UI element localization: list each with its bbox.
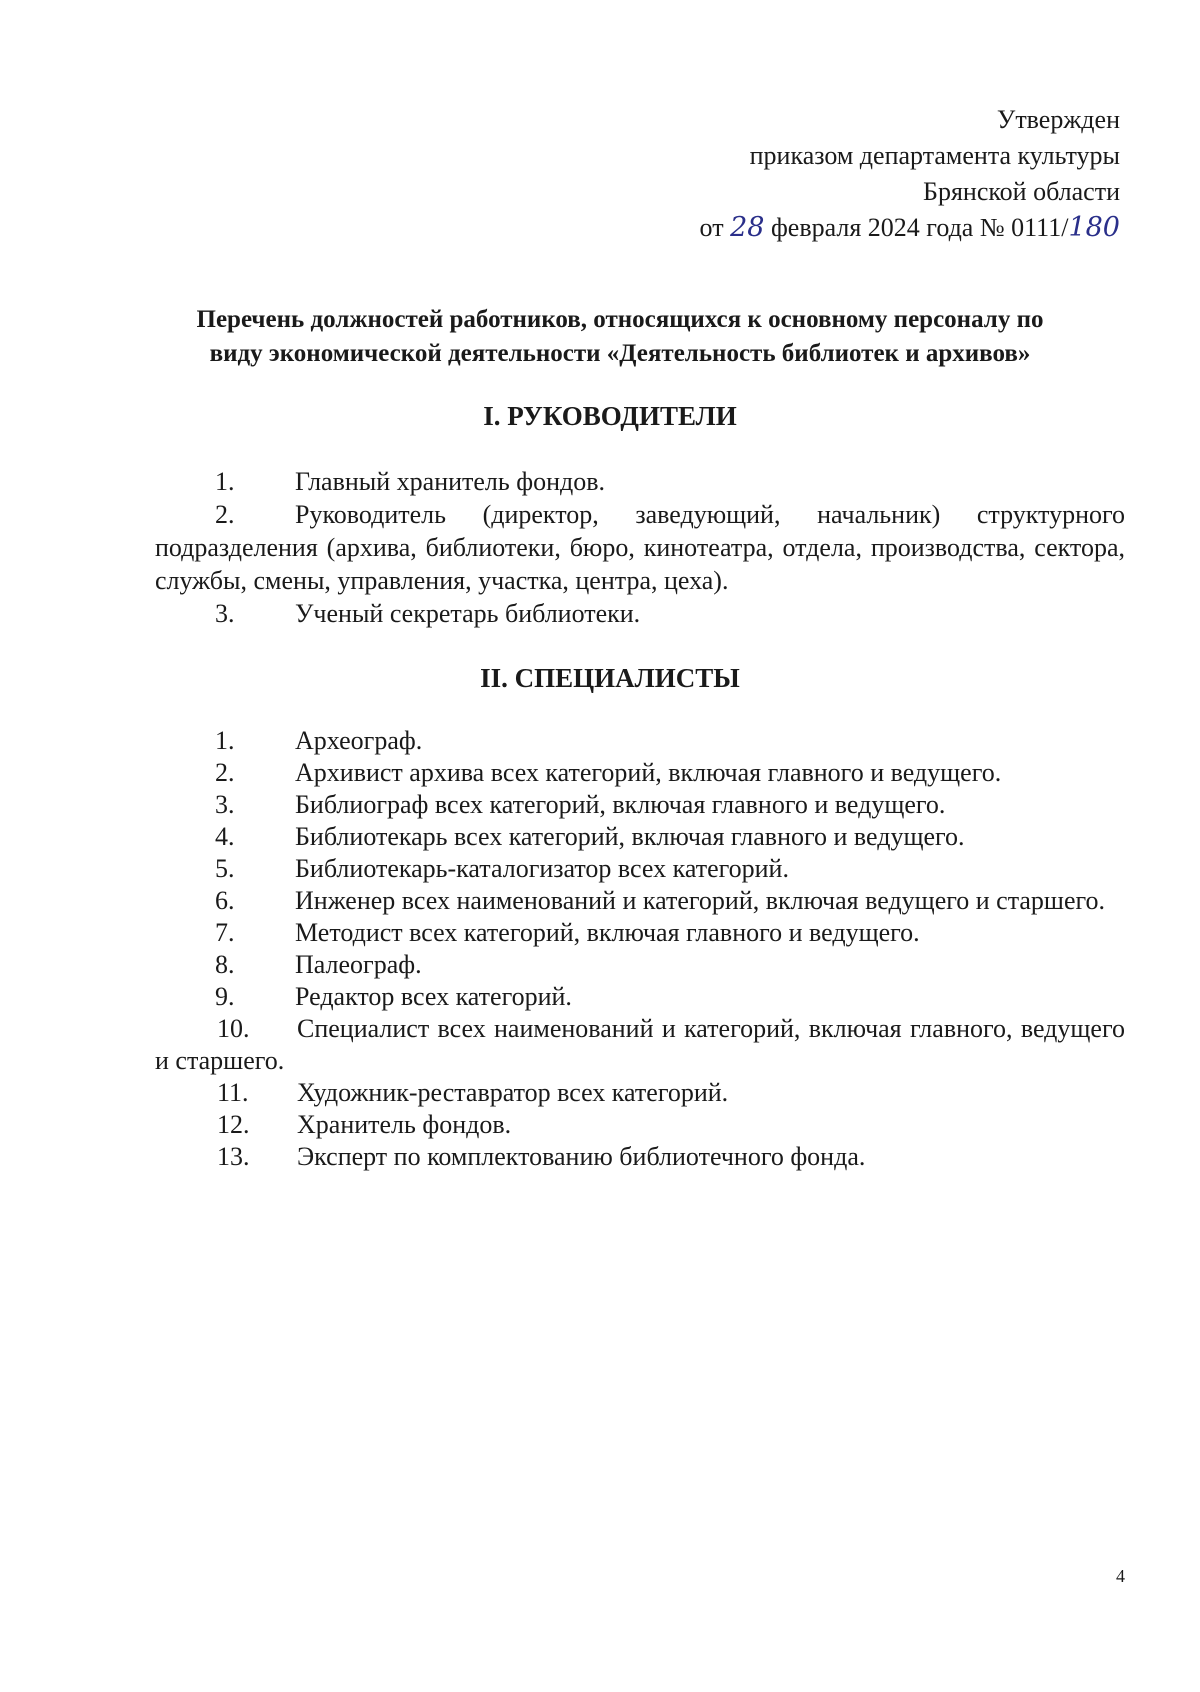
list-item bbox=[155, 853, 1125, 885]
approval-line-1: Утвержден bbox=[996, 105, 1120, 134]
item-number: 9. bbox=[215, 982, 235, 1011]
item-number: 12. bbox=[217, 1110, 250, 1139]
item-number: 11. bbox=[217, 1078, 249, 1107]
document-title bbox=[120, 303, 1120, 371]
item-text: Эксперт по комплектованию библиотечного фонда. bbox=[297, 1142, 866, 1171]
item-text: Библиограф всех категорий, включая главного и ведущего. bbox=[295, 790, 946, 819]
item-text: Хранитель фондов. bbox=[297, 1110, 512, 1139]
item-text: Художник-реставратор всех категорий. bbox=[297, 1078, 729, 1107]
list-item bbox=[155, 1013, 1125, 1077]
list-item bbox=[155, 1077, 1125, 1109]
list-item bbox=[155, 757, 1125, 789]
item-text: Ученый секретарь библиотеки. bbox=[295, 599, 641, 628]
item-number: 3. bbox=[215, 599, 235, 628]
item-text: Главный хранитель фондов. bbox=[295, 467, 606, 496]
list-item bbox=[155, 1141, 1125, 1173]
title-line-2: виду экономической деятельности «Деятельность библиотек и архивов» bbox=[209, 340, 1031, 367]
item-text: Руководитель (директор, заведующий, начальник) структурного подразделения (архива, библиотеки, бюро, кинотеатра, отдела, производства, сектора, службы, смены, управления, участка, центра, цеха). bbox=[155, 500, 1125, 595]
item-text: Библиотекарь всех категорий, включая главного и ведущего. bbox=[295, 822, 965, 851]
handwritten-order-number: 180 bbox=[1068, 212, 1120, 243]
item-text: Археограф. bbox=[295, 726, 423, 755]
item-text: Методист всех категорий, включая главного и ведущего. bbox=[295, 918, 920, 947]
page-number: 4 bbox=[1116, 1566, 1125, 1586]
list-item bbox=[155, 821, 1125, 853]
item-number: 2. bbox=[215, 758, 235, 787]
item-text: Архивист архива всех категорий, включая главного и ведущего. bbox=[295, 758, 1002, 787]
list-item bbox=[155, 465, 1125, 498]
date-rest: февраля 2024 года № 0111/ bbox=[770, 213, 1069, 242]
date-prefix: от bbox=[699, 213, 724, 242]
list-item bbox=[155, 981, 1125, 1013]
list-item bbox=[155, 498, 1125, 597]
item-text: Библиотекарь-каталогизатор всех категорий. bbox=[295, 854, 789, 883]
list-item bbox=[155, 949, 1125, 981]
item-number: 1. bbox=[215, 467, 235, 496]
item-number: 6. bbox=[215, 886, 235, 915]
list-item bbox=[155, 917, 1125, 949]
section-heading-managers: I. РУКОВОДИТЕЛИ bbox=[483, 401, 737, 431]
approval-block bbox=[700, 102, 1120, 246]
list-item bbox=[155, 885, 1125, 917]
item-text: Палеограф. bbox=[295, 950, 422, 979]
approval-line-3: Брянской области bbox=[923, 177, 1120, 206]
section-heading-specialists: II. СПЕЦИАЛИСТЫ bbox=[480, 663, 740, 693]
item-number: 2. bbox=[215, 500, 235, 529]
item-number: 3. bbox=[215, 790, 235, 819]
item-number: 1. bbox=[215, 726, 235, 755]
specialists-list bbox=[155, 725, 1125, 1173]
title-line-1: Перечень должностей работников, относящихся к основному персоналу по bbox=[196, 306, 1044, 333]
list-item bbox=[155, 1109, 1125, 1141]
list-item bbox=[155, 725, 1125, 757]
handwritten-day: 28 bbox=[730, 212, 765, 243]
item-text: Специалист всех наименований и категорий, включая главного, ведущего и старшего. bbox=[155, 1014, 1125, 1075]
list-item bbox=[155, 597, 1125, 630]
managers-list bbox=[155, 465, 1125, 630]
item-number: 8. bbox=[215, 950, 235, 979]
approval-date-line bbox=[700, 210, 1120, 246]
item-number: 10. bbox=[217, 1014, 250, 1043]
item-text: Инженер всех наименований и категорий, включая ведущего и старшего. bbox=[295, 886, 1106, 915]
item-text: Редактор всех категорий. bbox=[295, 982, 572, 1011]
approval-line-2: приказом департамента культуры bbox=[749, 141, 1120, 170]
list-item bbox=[155, 789, 1125, 821]
item-number: 13. bbox=[217, 1142, 250, 1171]
item-number: 5. bbox=[215, 854, 235, 883]
item-number: 4. bbox=[215, 822, 235, 851]
item-number: 7. bbox=[215, 918, 235, 947]
